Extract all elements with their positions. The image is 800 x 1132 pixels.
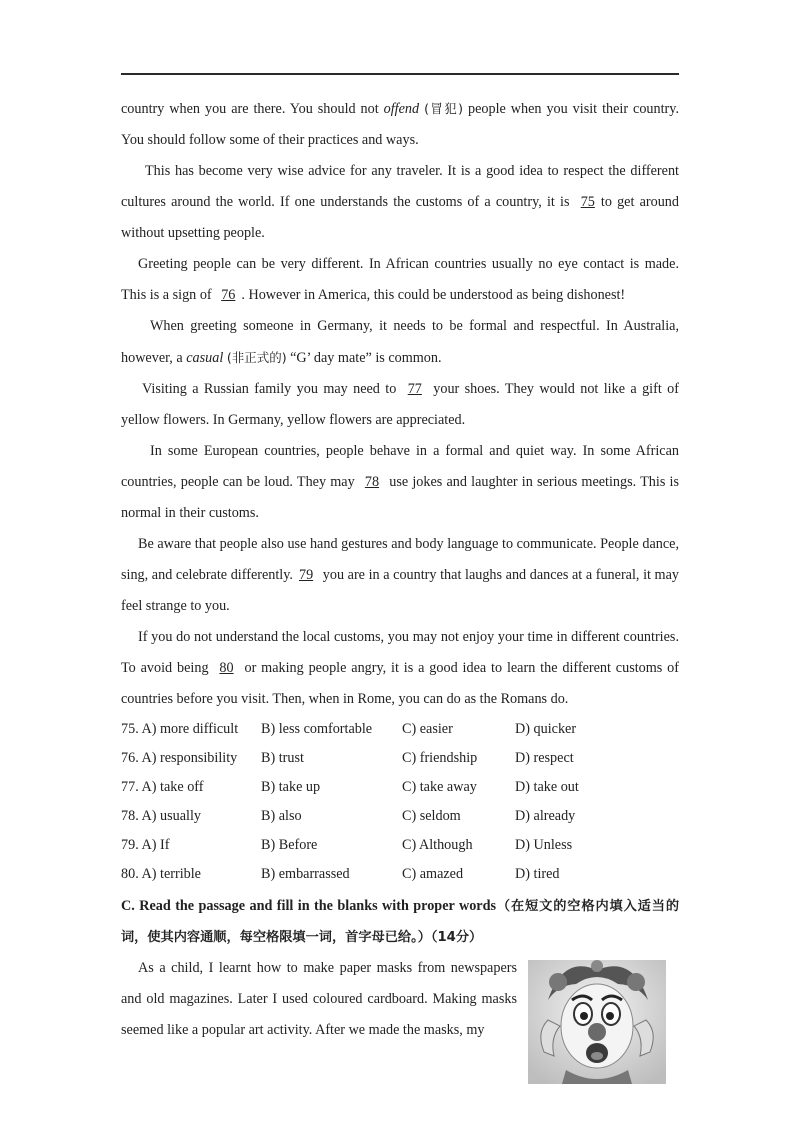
- section-c-passage: As a child, I learnt how to make paper masks from newspapers and old magazines. Later I used coloured cardboard. Making masks seemed like a popular art activity. After we made the masks, my: [121, 960, 517, 1038]
- options-row-80: [121, 860, 679, 889]
- option-d: D) tired: [515, 866, 560, 882]
- section-c-title: C. Read the passage and fill in the blanks with proper words（在短文的空格内填入适当的词，使其内容通顺，每空格限填一词，首字母已给。）（14分）: [121, 898, 680, 945]
- paragraph-8: If you do not understand the local customs, you may not enjoy your time in different countries. To avoid being 80 or making people angry, it is a good idea to learn the different customs of countries before you visit. Then, when in Rome, you can do as the Romans do.: [121, 629, 679, 707]
- paragraph-1: country when you are there. You should not offend (冒犯) people when you visit their country. You should follow some of their practices and ways.: [121, 101, 679, 148]
- option-b: B) also: [261, 808, 302, 824]
- option-c: C) take away: [402, 779, 477, 795]
- clown-photo: [528, 960, 666, 1084]
- options-row-76: [121, 744, 679, 773]
- options-row-78: [121, 802, 679, 831]
- paragraph-2: This has become very wise advice for any traveler. It is a good idea to respect the different cultures around the world. If one understands the customs of a country, it is 75 to get around without upsetting people.: [121, 163, 679, 241]
- option-a: 78. A) usually: [121, 808, 201, 824]
- option-c: C) Although: [402, 837, 473, 853]
- option-c: C) seldom: [402, 808, 461, 824]
- options-row-75: [121, 715, 679, 744]
- option-b: B) take up: [261, 779, 321, 795]
- paragraph-7: Be aware that people also use hand gestures and body language to communicate. People dance, sing, and celebrate differently. 79 you are in a country that laughs and dances at a funeral, it may feel strange to you.: [121, 536, 679, 614]
- option-b: B) less comfortable: [261, 721, 373, 737]
- option-c: C) amazed: [402, 866, 464, 882]
- options-row-79: [121, 831, 679, 860]
- option-c: C) easier: [402, 721, 453, 737]
- option-b: B) embarrassed: [261, 866, 350, 882]
- option-b: B) trust: [261, 750, 304, 766]
- option-d: D) quicker: [515, 721, 577, 737]
- blank-76: 76: [221, 287, 236, 303]
- page-content: [121, 93, 679, 1046]
- header-rule: [121, 73, 679, 75]
- option-d: D) already: [515, 808, 576, 824]
- paragraph-6: In some European countries, people behave in a formal and quiet way. In some African countries, people can be loud. They may 78 use jokes and laughter in serious meetings. This is normal in their customs.: [121, 443, 679, 521]
- option-b: B) Before: [261, 837, 318, 853]
- section-c-body: [121, 953, 679, 1046]
- options-list: [121, 715, 679, 889]
- paragraph-3: Greeting people can be very different. In African countries usually no eye contact is made. This is a sign of 76 . However in America, this could be understood as being dishonest!: [121, 256, 679, 303]
- option-a: 76. A) responsibility: [121, 750, 238, 766]
- paragraph-4: When greeting someone in Germany, it needs to be formal and respectful. In Australia, however, a casual (非正式的) “G’ day mate” is common.: [121, 318, 679, 366]
- option-a: 80. A) terrible: [121, 866, 201, 882]
- option-d: D) take out: [515, 779, 579, 795]
- option-a: 75. A) more difficult: [121, 721, 239, 737]
- option-d: D) Unless: [515, 837, 573, 853]
- blank-79: 79: [298, 567, 314, 583]
- option-d: D) respect: [515, 750, 574, 766]
- paragraph-5: Visiting a Russian family you may need to 77 your shoes. They would not like a gift of yellow flowers. In Germany, yellow flowers are appreciated.: [121, 381, 679, 428]
- blank-80: 80: [219, 660, 234, 676]
- option-a: 79. A) If: [121, 837, 170, 853]
- blank-78: 78: [364, 474, 380, 490]
- blank-75: 75: [580, 194, 595, 210]
- option-c: C) friendship: [402, 750, 478, 766]
- option-a: 77. A) take off: [121, 779, 204, 795]
- options-row-77: [121, 773, 679, 802]
- blank-77: 77: [407, 381, 422, 397]
